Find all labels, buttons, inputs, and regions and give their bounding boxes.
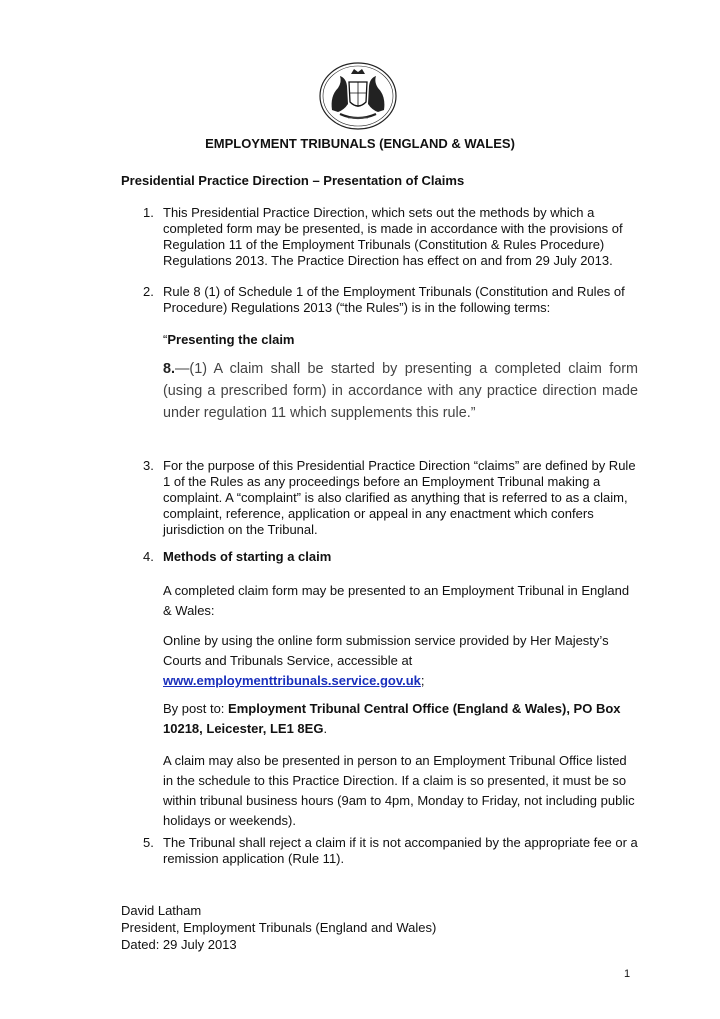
item-4-online-paragraph xyxy=(163,631,638,691)
quoted-rule xyxy=(163,358,638,424)
page-title: EMPLOYMENT TRIBUNALS (ENGLAND & WALES) xyxy=(205,136,515,151)
item-4-paragraph-1: A completed claim form may be presented to an Employment Tribunal in England & Wales: xyxy=(163,583,630,618)
item-5-number: 5. xyxy=(143,835,154,850)
post-prefix: By post to: xyxy=(163,701,229,716)
online-service-link[interactable]: www.employmenttribunals.service.gov.uk xyxy=(163,673,421,688)
item-1-number: 1. xyxy=(143,205,154,220)
item-1-text: This Presidential Practice Direction, which sets out the methods by which a completed form may be presented, is made in accordance with the provisions of Regulation 11 of the Employment Tribunals (Constitution & Rules Procedure) Regulations 2013. The Practice Direction has effect on and from 29 July 2013. xyxy=(163,205,623,268)
signature-date: Dated: 29 July 2013 xyxy=(121,937,237,952)
post-end: . xyxy=(323,721,328,736)
item-4-number: 4. xyxy=(143,549,154,564)
online-end: ; xyxy=(420,673,425,688)
post-address: Employment Tribunal Central Office (England & Wales), PO Box 10218, Leicester, LE1 8EG xyxy=(163,701,621,736)
signature-role: President, Employment Tribunals (England and Wales) xyxy=(121,920,437,935)
quote-heading-text: Presenting the claim xyxy=(167,332,295,347)
quote-rule-number: 8. xyxy=(163,361,176,377)
item-2-text: Rule 8 (1) of Schedule 1 of the Employment Tribunals (Constitution and Rules of Procedure) Regulations 2013 (“the Rules”) is in the following terms: xyxy=(163,284,625,315)
item-4-heading: Methods of starting a claim xyxy=(163,549,332,564)
document-subtitle: Presidential Practice Direction – Presentation of Claims xyxy=(121,173,465,188)
online-text: Online by using the online form submission service provided by Her Majesty’s Courts and Tribunals Service, accessible at xyxy=(163,633,609,668)
quote-rule-text: —(1) A claim shall be started by presenting a completed claim form (using a prescribed form) in accordance with any practice direction made under regulation 11 which supplements this rule.” xyxy=(163,361,638,421)
item-5-text: The Tribunal shall reject a claim if it is not accompanied by the appropriate fee or a remission application (Rule 11). xyxy=(163,835,638,866)
item-3-text: For the purpose of this Presidential Practice Direction “claims” are defined by Rule 1 of the Rules as any proceedings before an Employment Tribunal making a complaint. A “complaint” is also clarified as anything that is referred to as a claim, complaint, reference, application or appeal in any enactment which confers jurisdiction on the Tribunal. xyxy=(163,458,636,537)
signature-name: David Latham xyxy=(121,903,202,918)
item-2-number: 2. xyxy=(143,284,154,299)
royal-coat-of-arms-icon xyxy=(318,60,398,132)
item-4-post-paragraph xyxy=(163,699,638,739)
item-4-paragraph-4: A claim may also be presented in person to an Employment Tribunal Office listed in the schedule to this Practice Direction. If a claim is so presented, it must be so within tribunal business hours (9am to 4pm, Monday to Friday, not including public holidays or weekends). xyxy=(163,753,635,828)
page-number: 1 xyxy=(624,968,631,980)
item-3-number: 3. xyxy=(143,458,154,473)
quote-open-mark: “ xyxy=(163,332,168,347)
quote-heading xyxy=(163,332,638,348)
